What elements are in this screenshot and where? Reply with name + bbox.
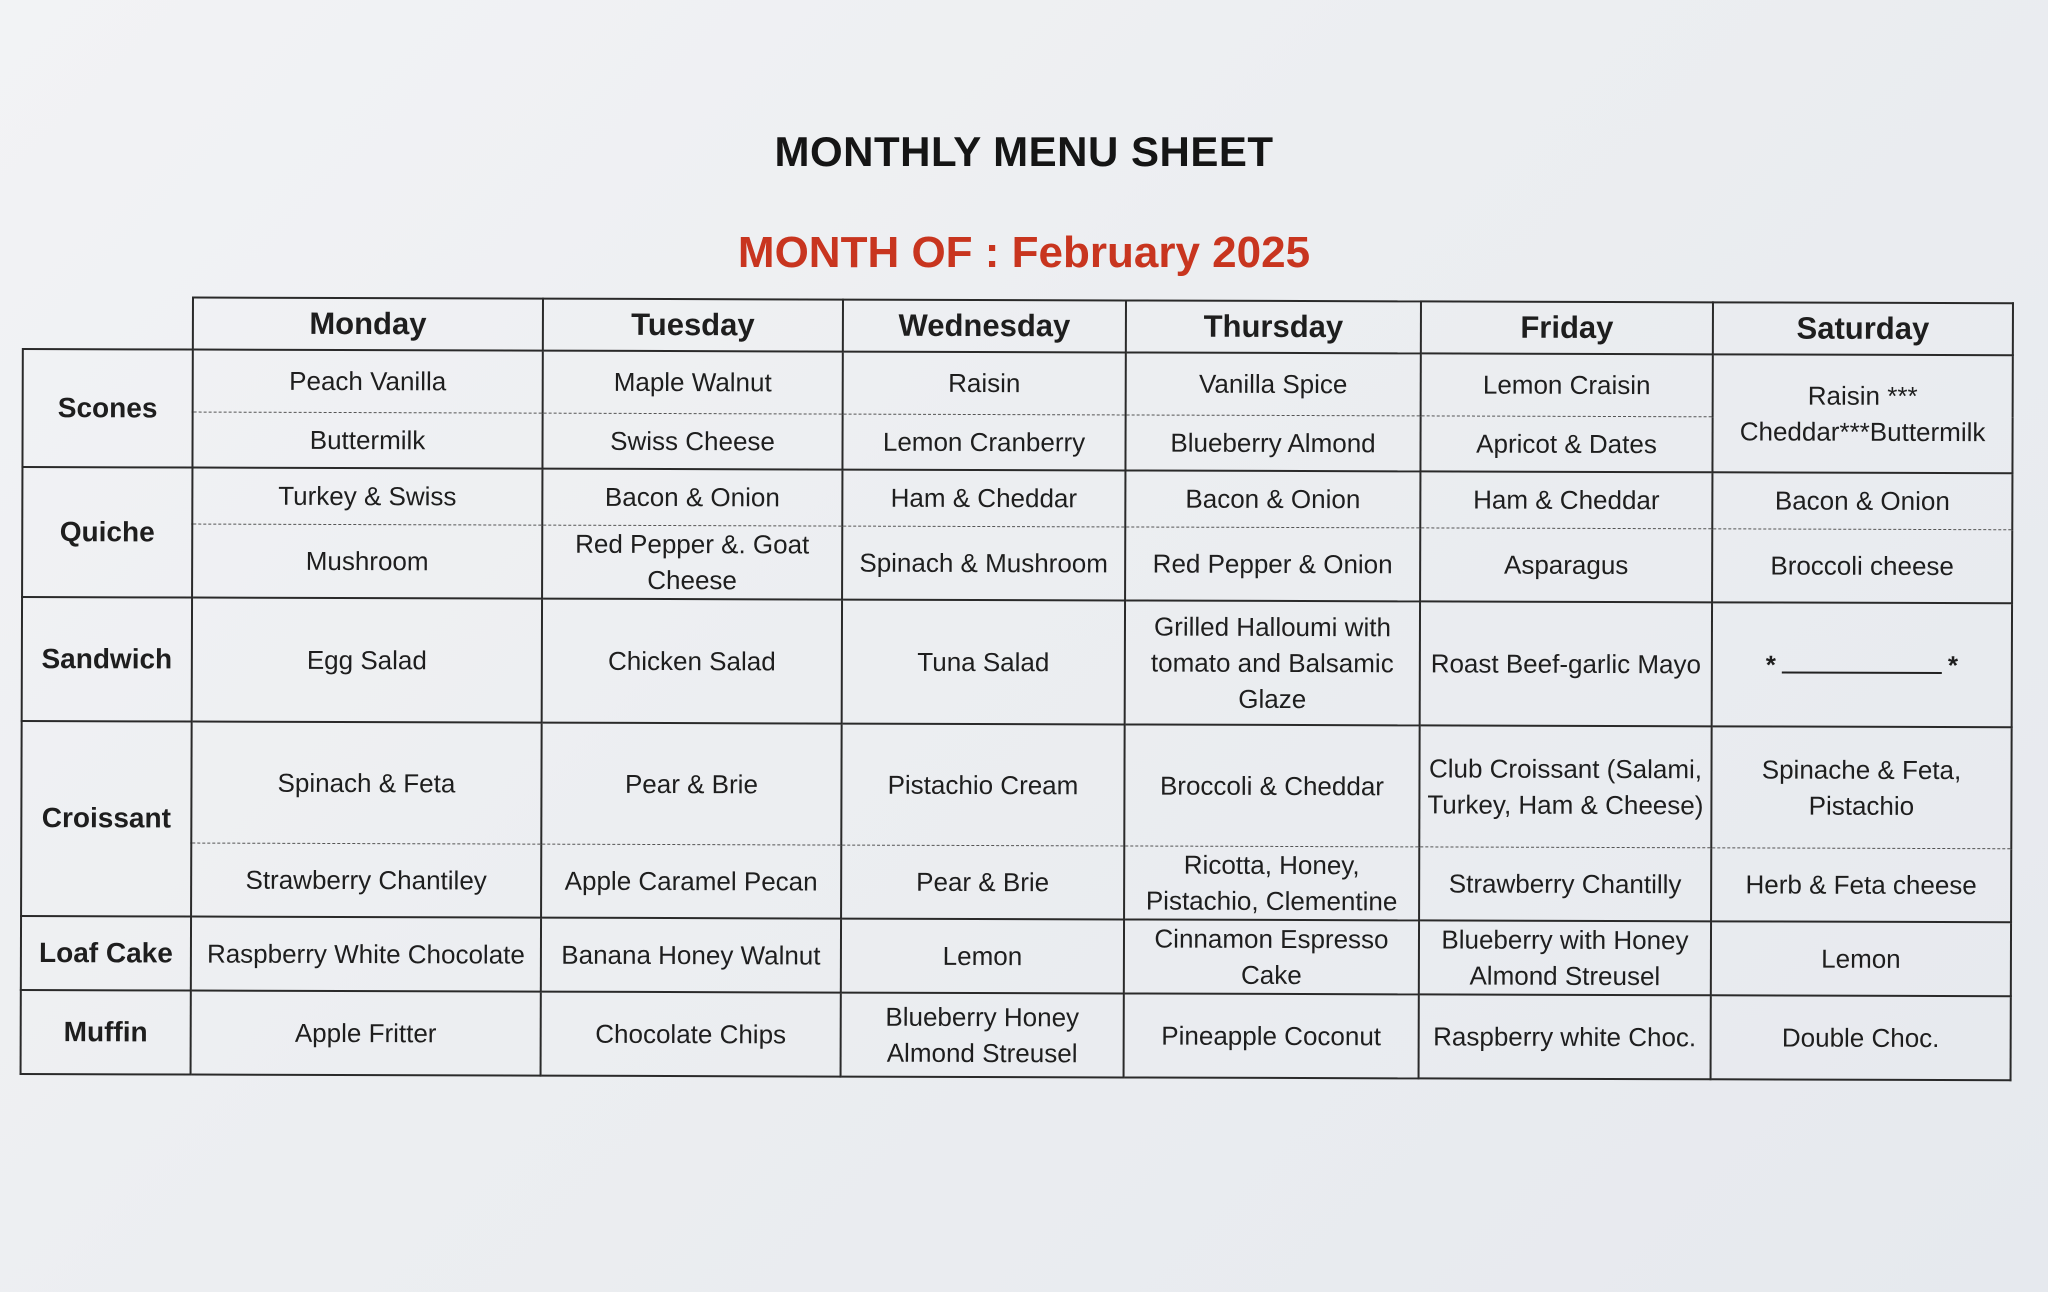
menu-cell: Strawberry Chantilly xyxy=(1419,847,1711,921)
menu-cell: Ham & Cheddar xyxy=(842,470,1125,527)
menu-cell: Raspberry White Chocolate xyxy=(191,917,541,992)
menu-cell: Blueberry with Honey Almond Streusel xyxy=(1419,920,1711,995)
menu-cell: Chocolate Chips xyxy=(541,992,841,1077)
menu-cell: Red Pepper & Onion xyxy=(1125,526,1420,600)
table-row xyxy=(22,523,2012,603)
day-header-saturday: Saturday xyxy=(1713,302,2013,355)
menu-cell: Broccoli & Cheddar xyxy=(1124,724,1419,847)
menu-cell: Apple Fritter xyxy=(191,991,541,1076)
menu-cell: Maple Walnut xyxy=(543,351,843,414)
menu-cell: Pear & Brie xyxy=(841,845,1124,919)
menu-cell: Lemon xyxy=(841,919,1124,994)
menu-cell: Turkey & Swiss xyxy=(192,468,542,525)
menu-cell: Ham & Cheddar xyxy=(1420,471,1712,528)
menu-cell: Pineapple Coconut xyxy=(1124,993,1419,1078)
menu-cell: Grilled Halloumi with tomato and Balsamic Glaze xyxy=(1125,600,1420,725)
menu-cell: Asparagus xyxy=(1420,527,1712,601)
menu-cell: Club Croissant (Salami, Turkey, Ham & Cheese) xyxy=(1419,725,1711,848)
row-label-quiche: Quiche xyxy=(22,467,192,597)
table-row xyxy=(23,349,2013,417)
menu-cell: Bacon & Onion xyxy=(1125,470,1420,527)
menu-cell: Cinnamon Espresso Cake xyxy=(1124,919,1419,994)
menu-cell: Swiss Cheese xyxy=(542,413,842,470)
day-header-friday: Friday xyxy=(1421,301,1713,354)
menu-table xyxy=(20,296,2014,1081)
table-row xyxy=(22,597,2012,727)
menu-cell: Lemon Cranberry xyxy=(842,414,1125,471)
menu-cell: Raisin xyxy=(843,352,1126,415)
table-row xyxy=(21,721,2011,849)
row-label-scones: Scones xyxy=(22,349,192,468)
menu-cell: Chicken Salad xyxy=(542,598,842,723)
page-title: MONTHLY MENU SHEET xyxy=(774,128,1274,175)
menu-cell: Broccoli cheese xyxy=(1712,528,2012,602)
table-row xyxy=(21,843,2011,923)
menu-cell: Egg Salad xyxy=(192,597,542,722)
header-row xyxy=(23,297,2013,355)
menu-cell: Lemon Craisin xyxy=(1421,353,1713,416)
menu-cell: Blueberry Almond xyxy=(1125,414,1420,471)
blank-star-left: * xyxy=(1765,650,1776,681)
blank-fill-line xyxy=(1782,657,1942,674)
menu-cell: Bacon & Onion xyxy=(1712,472,2012,529)
day-header-tuesday: Tuesday xyxy=(543,299,843,352)
menu-cell: Blueberry Honey Almond Streusel xyxy=(841,993,1124,1078)
menu-table-container xyxy=(20,296,2012,1074)
table-row xyxy=(22,467,2012,529)
row-label-sandwich: Sandwich xyxy=(22,597,192,722)
menu-cell: Spinach & Mushroom xyxy=(842,526,1125,600)
table-row xyxy=(21,990,2011,1080)
menu-cell: Spinach & Feta xyxy=(191,721,541,844)
menu-cell: Lemon xyxy=(1711,921,2011,996)
table-row xyxy=(21,916,2011,996)
menu-cell: Apple Caramel Pecan xyxy=(541,844,841,918)
day-header-wednesday: Wednesday xyxy=(843,300,1126,353)
menu-cell: Tuna Salad xyxy=(842,599,1125,724)
menu-cell: Raspberry white Choc. xyxy=(1419,994,1711,1079)
day-header-thursday: Thursday xyxy=(1126,300,1421,353)
month-heading: MONTH OF : February 2025 xyxy=(737,228,1311,277)
day-header-monday: Monday xyxy=(193,298,543,351)
row-label-loaf-cake: Loaf Cake xyxy=(21,916,191,991)
menu-cell: Strawberry Chantiley xyxy=(191,843,541,918)
menu-cell: Pear & Brie xyxy=(541,722,841,845)
menu-cell: Roast Beef-garlic Mayo xyxy=(1420,601,1712,726)
menu-cell: Mushroom xyxy=(192,524,542,599)
menu-cell: Pistachio Cream xyxy=(841,723,1124,846)
menu-cell: Buttermilk xyxy=(192,412,542,469)
menu-cell-blank xyxy=(1712,602,2012,727)
menu-cell: Peach Vanilla xyxy=(193,350,543,413)
menu-cell: Spinache & Feta, Pistachio xyxy=(1711,726,2011,849)
menu-cell: Ricotta, Honey, Pistachio, Clementine xyxy=(1124,846,1419,920)
menu-cell: Apricot & Dates xyxy=(1420,415,1712,472)
menu-cell: Red Pepper &. Goat Cheese xyxy=(542,525,842,599)
row-label-croissant: Croissant xyxy=(21,721,192,917)
blank-star-right: * xyxy=(1947,650,1959,681)
menu-cell: Banana Honey Walnut xyxy=(541,918,841,993)
row-label-muffin: Muffin xyxy=(21,990,191,1075)
menu-cell: Herb & Feta cheese xyxy=(1711,848,2011,922)
menu-cell: Raisin *** Cheddar***Buttermilk xyxy=(1712,354,2012,473)
menu-cell: Bacon & Onion xyxy=(542,469,842,526)
menu-cell: Vanilla Spice xyxy=(1126,352,1421,415)
menu-cell: Double Choc. xyxy=(1711,995,2011,1080)
corner-cell xyxy=(23,297,193,350)
